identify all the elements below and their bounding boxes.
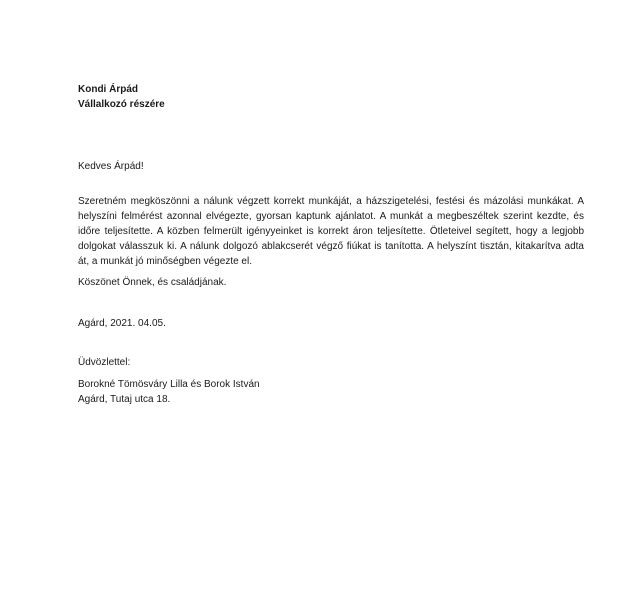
sender-address: Agárd, Tutaj utca 18. [78,394,171,405]
letter-body [78,82,584,407]
recipient-name: Kondi Árpád [78,84,138,95]
body-paragraph: Szeretném megköszönni a nálunk végzett korrekt munkáját, a házszigetelési, festési és mázolási munkákat. A helyszíni felmérést azonnal elvégezte, gyorsan kaptunk ajánlatot. A munkát a megbeszéltek szerint kezdte, és időre teljesítette. A közben felmerült igényyeinket is korrekt áron teljesítette. Ötleteivel segített, hogy a legjobb dolgokat válasszuk ki. A nálunk dolgozó ablakcserét végző fiúkat is tanította. A helyszínt tisztán, kitakarítva adta át, a munkát jó minőségben végezte el. [78,196,584,267]
thanks-line: Köszönet Önnek, és családjának. [78,277,227,288]
place-date: Agárd, 2021. 04.05. [78,318,166,329]
recipient-role: Vállalkozó részére [78,99,165,110]
signatories: Borokné Tömösváry Lilla és Borok István [78,379,260,390]
salutation: Kedves Árpád! [78,161,144,172]
closing: Üdvözlettel: [78,357,131,368]
